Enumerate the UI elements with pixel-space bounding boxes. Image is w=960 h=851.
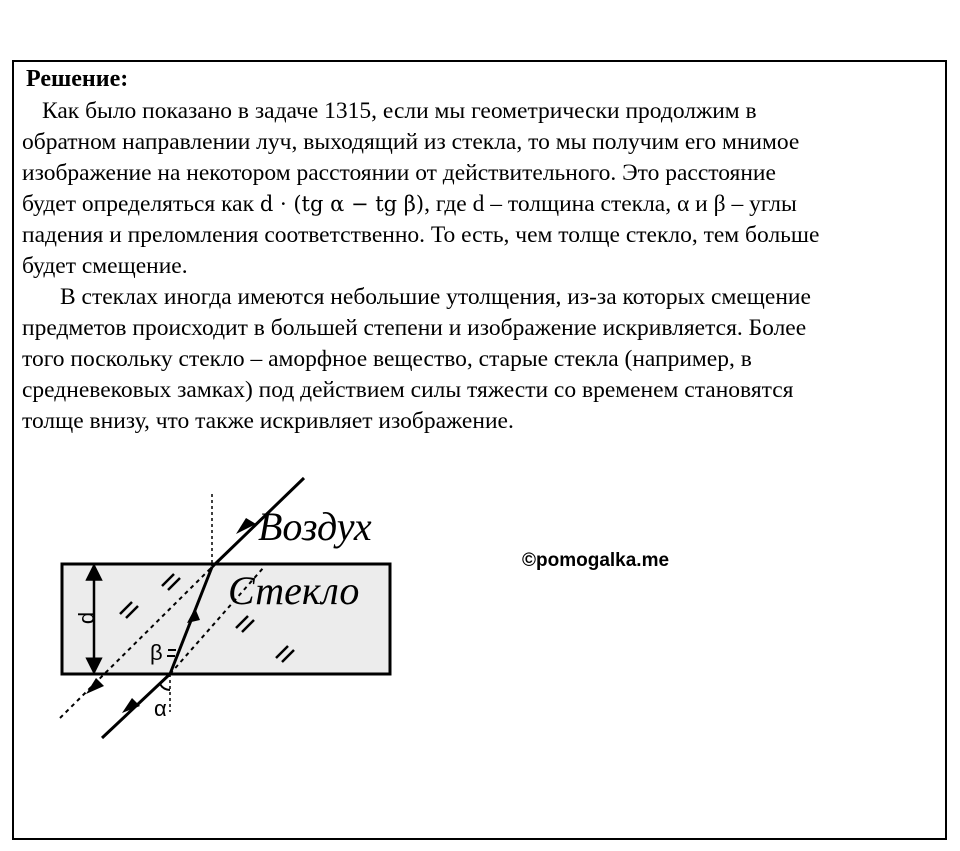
p2-line: В стеклах иногда имеются небольшие утолщения, из-за которых смещение: [60, 284, 811, 310]
alpha-arc: [160, 684, 170, 690]
displacement-formula: d · (tg α − tg β): [259, 192, 425, 216]
solution-frame: [12, 60, 947, 840]
p1-line-start: будет определяться как: [22, 191, 254, 217]
label-alpha: α: [154, 696, 167, 721]
p1-line-end: , где d – толщина стекла, α и β – углы: [424, 191, 797, 217]
virtual-arrowhead: [86, 678, 104, 694]
p2-line: средневековых замках) под действием силы тяжести со временем становятся: [22, 377, 794, 403]
label-beta: β: [150, 640, 163, 665]
p1-line: Как было показано в задаче 1315, если мы геометрически продолжим в: [42, 98, 757, 124]
watermark: ©pomogalka.me: [522, 550, 670, 571]
p2-line: того поскольку стекло – аморфное вещество, старые стекла (например, в: [22, 346, 752, 372]
p1-line: изображение на некотором расстоянии от действительного. Это расстояние: [22, 160, 776, 186]
solution-heading: Решение:: [26, 66, 129, 92]
p2-line: предметов происходит в большей степени и изображение искривляется. Более: [22, 315, 807, 341]
label-glass: Стекло: [228, 568, 360, 613]
p1-line: будет смещение.: [22, 253, 188, 279]
label-d: d: [74, 611, 99, 625]
refraction-diagram: [14, 62, 945, 838]
p1-line: падения и преломления соответственно. То есть, чем толще стекло, тем больше: [22, 222, 820, 248]
label-air: Воздух: [258, 504, 372, 549]
p1-line: обратном направлении луч, выходящий из стекла, то мы получим его мнимое: [22, 129, 800, 155]
p2-line: толще внизу, что также искривляет изображение.: [22, 408, 514, 434]
